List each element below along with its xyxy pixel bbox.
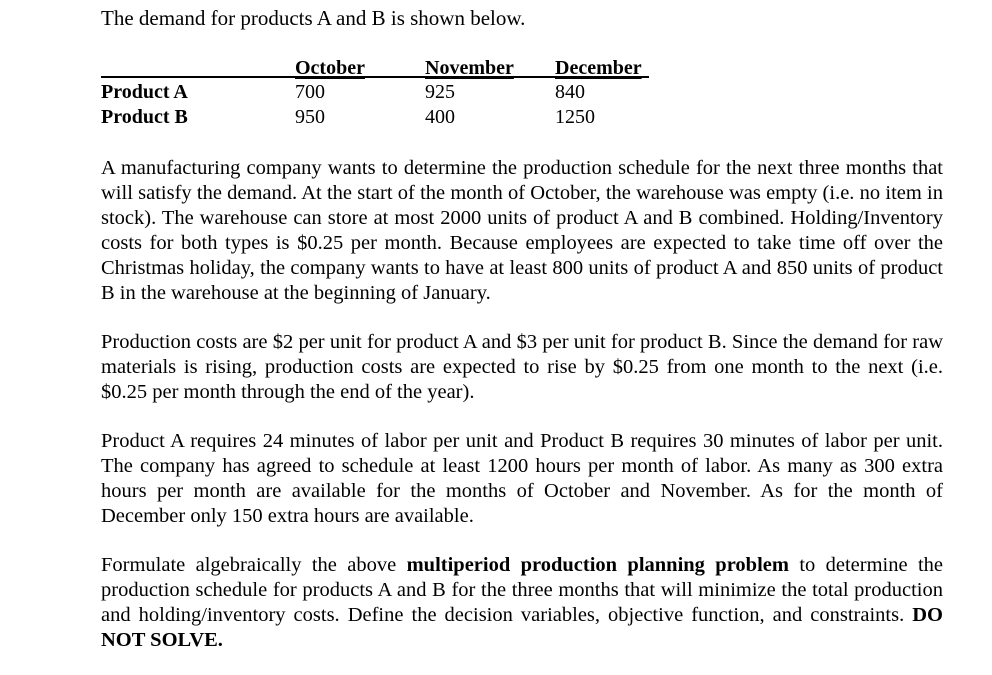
paragraph-problem-setup: A manufacturing company wants to determine the production schedule for the next three months that will satisfy the demand. At the start of the month of October, the warehouse was empty (i.e. no item in stock). The warehouse can store at most 2000 units of product A and B combined. Holding/Inventory costs for both types is $0.25 per month. Because employees are expected to take time off over the Christmas holiday, the company wants to have at least 800 units of product A and 850 units of product B in the warehouse at the beginning of January. bbox=[101, 157, 943, 304]
header-november: November bbox=[425, 57, 514, 79]
header-october: October bbox=[295, 57, 365, 79]
cell-b-december: 1250 bbox=[555, 106, 595, 128]
paragraph-production-costs: Production costs are $2 per unit for product A and $3 per unit for product B. Since the demand for raw materials is rising, production costs are expected to rise by $0.25 from one month to the next (i.e. $0.25 per month through the end of the year). bbox=[101, 331, 943, 403]
demand-table bbox=[101, 56, 661, 136]
task-bold-do-not-solve: DO NOT SOLVE. bbox=[101, 604, 943, 651]
task-text-1: Formulate algebraically the above bbox=[101, 554, 407, 576]
task-text-2: to determine the production schedule for products A and B for the three months that will minimize the total production and holding/inventory costs. Define the decision variables, objective function, and constraints. bbox=[101, 554, 944, 626]
cell-a-october: 700 bbox=[295, 81, 325, 103]
header-december: December bbox=[555, 57, 642, 79]
cell-b-november: 400 bbox=[425, 106, 455, 128]
task-bold-problem-name: multiperiod production planning problem bbox=[406, 554, 789, 576]
paragraph-labor: Product A requires 24 minutes of labor per unit and Product B requires 30 minutes of labor per unit. The company has agreed to schedule at least 1200 hours per month of labor. As many as 300 extra hours per month are available for the months of October and November. As for the month of December only 150 extra hours are available. bbox=[101, 430, 943, 527]
cell-a-december: 840 bbox=[555, 81, 585, 103]
cell-a-november: 925 bbox=[425, 81, 455, 103]
intro-text: The demand for products A and B is shown below. bbox=[101, 6, 526, 30]
cell-b-october: 950 bbox=[295, 106, 325, 128]
paragraph-task bbox=[101, 553, 943, 653]
row-label-product-b: Product B bbox=[101, 106, 188, 128]
row-label-product-a: Product A bbox=[101, 81, 188, 103]
